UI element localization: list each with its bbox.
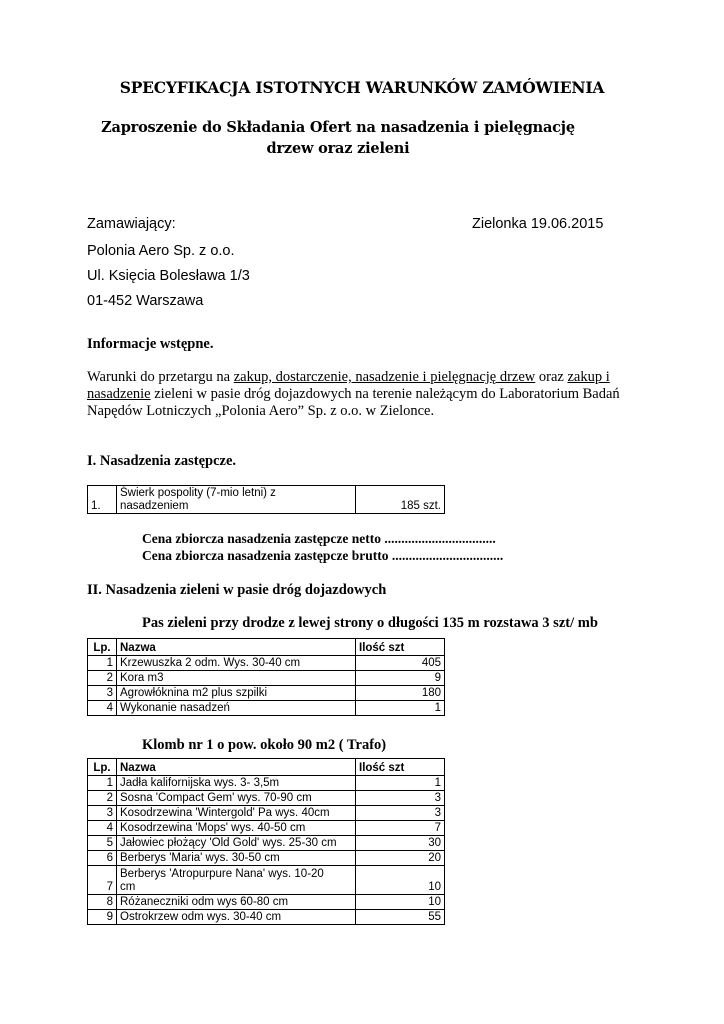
qty-cell: 180 bbox=[356, 686, 445, 701]
lp-cell: 3 bbox=[88, 806, 117, 821]
qty-cell: 55 bbox=[356, 910, 445, 925]
name-cell: Jadła kalifornijska wys. 3- 3,5m bbox=[117, 776, 356, 791]
table-row bbox=[88, 851, 445, 866]
name-cell: Wykonanie nasadzeń bbox=[117, 701, 356, 716]
orderer-name: Polonia Aero Sp. z o.o. bbox=[87, 243, 235, 259]
intro-text-3: zieleni w pasie dróg dojazdowych na terenie należącym do Laboratorium Badań bbox=[150, 386, 620, 402]
name-cell: Kosodrzewina 'Mops' wys. 40-50 cm bbox=[117, 821, 356, 836]
lp-cell: 8 bbox=[88, 895, 117, 910]
name-line1: Berberys 'Atropurpure Nana' wys. 10-20 bbox=[120, 868, 324, 880]
intro-heading: Informacje wstępne. bbox=[87, 336, 214, 352]
intro-underlined-2a: zakup i bbox=[567, 369, 610, 385]
table-row bbox=[88, 895, 445, 910]
lp-cell: 7 bbox=[88, 866, 117, 895]
table-row bbox=[88, 656, 445, 671]
name-cell: Krzewuszka 2 odm. Wys. 30-40 cm bbox=[117, 656, 356, 671]
table2-caption: Pas zieleni przy drodze z lewej strony o długości 135 m rozstawa 3 szt/ mb bbox=[142, 615, 598, 631]
lp-cell: 5 bbox=[88, 836, 117, 851]
header-name: Nazwa bbox=[117, 759, 356, 776]
table-row bbox=[88, 791, 445, 806]
qty-cell: 10 bbox=[356, 895, 445, 910]
name-line2: cm bbox=[120, 881, 136, 893]
qty-cell: 1 bbox=[356, 776, 445, 791]
name-cell: Różaneczniki odm wys 60-80 cm bbox=[117, 895, 356, 910]
lp-cell: 4 bbox=[88, 701, 117, 716]
name-cell bbox=[117, 486, 356, 514]
intro-paragraph bbox=[87, 369, 632, 420]
qty-cell: 30 bbox=[356, 836, 445, 851]
table-header-row bbox=[88, 759, 445, 776]
lp-cell: 4 bbox=[88, 821, 117, 836]
lp-cell: 1. bbox=[88, 486, 117, 514]
price-gross: Cena zbiorcza nasadzenia zastępcze brutto ................................. bbox=[142, 548, 504, 563]
orderer-street: Ul. Księcia Bolesława 1/3 bbox=[87, 268, 250, 284]
lp-cell: 1 bbox=[88, 776, 117, 791]
lp-cell: 9 bbox=[88, 910, 117, 925]
name-cell: Agrowłóknina m2 plus szpilki bbox=[117, 686, 356, 701]
intro-text-4: Napędów Lotniczych „Polonia Aero” Sp. z o.o. w Zielonce. bbox=[87, 403, 435, 419]
intro-underlined-2b: nasadzenie bbox=[87, 386, 151, 402]
section1-heading: I. Nasadzenia zastępcze. bbox=[87, 453, 237, 469]
table-row bbox=[88, 821, 445, 836]
name-cell bbox=[117, 866, 356, 895]
lp-cell: 2 bbox=[88, 791, 117, 806]
name-cell: Ostrokrzew odm wys. 30-40 cm bbox=[117, 910, 356, 925]
table2 bbox=[87, 638, 445, 716]
price-net: Cena zbiorcza nasadzenia zastępcze netto ................................. bbox=[142, 531, 496, 546]
qty-cell: 405 bbox=[356, 656, 445, 671]
table3 bbox=[87, 758, 445, 925]
qty-cell: 20 bbox=[356, 851, 445, 866]
qty-cell: 10 bbox=[356, 866, 445, 895]
name-cell: Kosodrzewina 'Wintergold' Pa wys. 40cm bbox=[117, 806, 356, 821]
table-row bbox=[88, 776, 445, 791]
name-cell: Sosna 'Compact Gem' wys. 70-90 cm bbox=[117, 791, 356, 806]
lp-cell: 6 bbox=[88, 851, 117, 866]
lp-cell: 3 bbox=[88, 686, 117, 701]
document-date: Zielonka 19.06.2015 bbox=[472, 216, 604, 232]
intro-text-1: Warunki do przetargu na bbox=[87, 369, 234, 385]
table-row bbox=[88, 486, 445, 514]
section2-heading: II. Nasadzenia zieleni w pasie dróg dojazdowych bbox=[87, 582, 387, 598]
table-header-row bbox=[88, 639, 445, 656]
header-lp: Lp. bbox=[88, 639, 117, 656]
orderer-city: 01-452 Warszawa bbox=[87, 293, 204, 309]
subtitle-line2: drzew oraz zieleni bbox=[266, 140, 410, 157]
qty-cell: 9 bbox=[356, 671, 445, 686]
table-row bbox=[88, 806, 445, 821]
qty-cell: 185 szt. bbox=[356, 486, 445, 514]
table-row bbox=[88, 701, 445, 716]
table-row bbox=[88, 866, 445, 895]
qty-cell: 7 bbox=[356, 821, 445, 836]
lp-cell: 1 bbox=[88, 656, 117, 671]
qty-cell: 1 bbox=[356, 701, 445, 716]
header-qty: Ilość szt bbox=[356, 759, 445, 776]
intro-text-2: oraz bbox=[535, 369, 568, 385]
table-row bbox=[88, 836, 445, 851]
orderer-label: Zamawiający: bbox=[87, 216, 176, 232]
section1-table bbox=[87, 485, 445, 514]
intro-underlined-1: zakup, dostarczenie, nasadzenie i pielęgnację drzew bbox=[233, 369, 536, 385]
name-cell: Jałowiec płożący 'Old Gold' wys. 25-30 cm bbox=[117, 836, 356, 851]
name-line2: nasadzeniem bbox=[120, 500, 189, 512]
name-cell: Berberys 'Maria' wys. 30-50 cm bbox=[117, 851, 356, 866]
table-row bbox=[88, 671, 445, 686]
name-cell: Kora m3 bbox=[117, 671, 356, 686]
header-lp: Lp. bbox=[88, 759, 117, 776]
name-line1: Świerk pospolity (7-mio letni) z bbox=[120, 487, 276, 499]
lp-cell: 2 bbox=[88, 671, 117, 686]
subtitle-line1: Zaproszenie do Składania Ofert na nasadzenia i pielęgnację bbox=[101, 119, 575, 136]
header-name: Nazwa bbox=[117, 639, 356, 656]
table-row bbox=[88, 910, 445, 925]
qty-cell: 3 bbox=[356, 791, 445, 806]
qty-cell: 3 bbox=[356, 806, 445, 821]
table3-caption: Klomb nr 1 o pow. około 90 m2 ( Trafo) bbox=[142, 737, 387, 753]
table-row bbox=[88, 686, 445, 701]
document-title: SPECYFIKACJA ISTOTNYCH WARUNKÓW ZAMÓWIENIA bbox=[119, 78, 605, 97]
header-qty: Ilość szt bbox=[356, 639, 445, 656]
